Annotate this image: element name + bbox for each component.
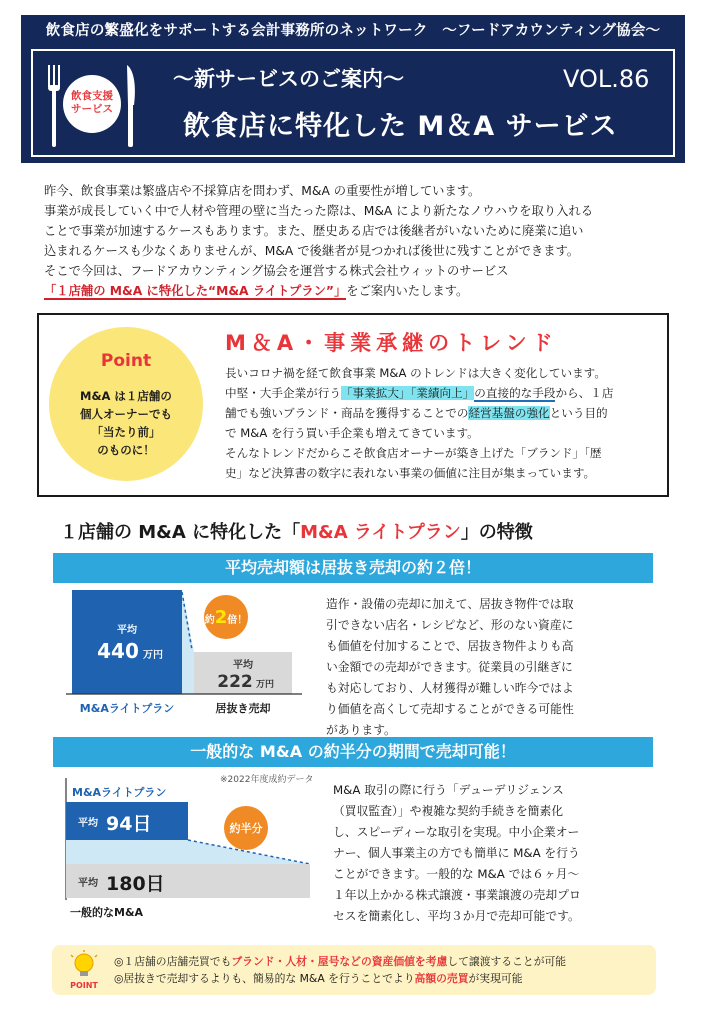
trend-underline: の直接的な手段: [474, 386, 556, 400]
intro-closing: をご案内いたします。: [346, 284, 469, 298]
svg-text:約2倍！: 約2倍！: [204, 607, 248, 628]
fork-icon: [47, 65, 61, 147]
intro-line: そこで今回は、フードアカウンティング協会を運営する株式会社ウィットのサービス: [44, 264, 509, 278]
trend-body: [225, 363, 659, 483]
point-line: M&A は１店舗の: [80, 389, 172, 403]
intro-highlight: 「１店舗の M&A に特化した“M&A ライトプラン”」: [44, 284, 347, 298]
trend-line: 史」など決算書の数字に表れない事業の価値に注目が集まっています。: [225, 466, 596, 480]
point-circle: [49, 327, 203, 481]
features-heading: １店舗の M&A に特化した「M&A ライトプラン」の特徴: [60, 522, 533, 543]
bar2-caption: 居抜き売却: [215, 702, 271, 715]
point-line: のものに！: [97, 443, 155, 457]
header-subtitle: 〜新サービスのご案内〜: [173, 67, 404, 91]
feature2-banner: 一般的な M&A の約半分の期間で売却可能！: [53, 737, 653, 767]
volume-number: VOL.86: [563, 65, 650, 93]
feature1-text: 造作・設備の売却に加えて、居抜き物件では取 引できない店名・レシピなど、形のない資産に も価値を付加することで、居抜き物件よりも高 い金額での売却ができます。従業員の引継ぎに も対応しており、人材獲得が難しい昨今ではよ り価値を高くして売却することができる可能性 があります。: [326, 597, 574, 737]
knife-icon: [125, 65, 137, 147]
bar2-value: 222: [217, 672, 253, 692]
trend-title: M＆A・事業承継のトレンド: [225, 331, 558, 355]
trend-line: 中堅・大手企業が行う「事業拡大」「業績向上」の直接的な手段から、１店: [225, 386, 614, 400]
feature1-banner: 平均売却額は居抜き売却の約２倍！: [53, 553, 653, 583]
intro-line: 昨今、飲食事業は繁盛店や不採算店を問わず、M&A の重要性が増しています。: [44, 184, 481, 198]
bar1-unit: 万円: [143, 650, 163, 661]
lightbulb-icon: [62, 949, 106, 991]
trend-highlight: 「事業拡大」「業績向上」: [340, 386, 475, 400]
chart-connector: [66, 840, 310, 864]
trend-line: で M&A を行う買い手企業も増えてきています。: [225, 426, 479, 440]
bar1-caption: M&Aライトプラン: [79, 702, 175, 715]
intro-line: ことで事業が加速するケースもあります。また、歴史ある店では後継者がいないために廃業に追い: [44, 224, 584, 238]
trend-line: そんなトレンドだからこそ飲食店オーナーが築き上げた「ブランド」「歴: [225, 446, 602, 460]
trend-box: [37, 313, 669, 497]
bubble-text: 約半分: [229, 822, 263, 835]
summary-line: ◎居抜きで売却するよりも、簡易的な M&A を行うことでより高額の売買が実現可能: [114, 972, 523, 985]
bar2-value: 180日: [106, 873, 165, 895]
point-icon-label: POINT: [70, 981, 98, 990]
intro-text: [44, 181, 674, 301]
bar2-unit: 万円: [255, 680, 275, 690]
sale-price-chart: [60, 588, 320, 728]
data-note: ※2022年度成約データ: [220, 775, 314, 785]
header-title: 飲食店に特化した M＆A サービス: [183, 111, 618, 142]
header-panel: [31, 49, 675, 157]
point-line: 「当たり前」: [91, 425, 161, 439]
trend-line: 舗でも強いブランド・商品を獲得することでの経営基盤の強化という目的: [225, 406, 608, 420]
bar1-value: 94日: [106, 813, 152, 835]
bar1-caption: M&Aライトプラン: [72, 786, 167, 799]
point-title: Point: [100, 351, 152, 371]
bar1-value: 440: [97, 639, 139, 663]
sale-period-chart-svg: [62, 770, 322, 930]
bar1-label: 平均: [78, 818, 98, 829]
intro-line: 込まれるケースも少なくありませんが、M&A で後継者が見つかれば後世に残すことができます。: [44, 244, 580, 258]
sale-price-chart-svg: [60, 588, 320, 728]
badge-line1: 飲食支援: [71, 90, 113, 102]
trend-highlight: 経営基盤の強化: [468, 406, 550, 420]
point-line: 個人オーナーでも: [80, 407, 172, 421]
summary-box: [52, 945, 656, 995]
point-body: [49, 387, 203, 459]
intro-line: 事業が成長していく中で人材や管理の壁に当たった際は、M&A により新たなノウハウを取り入れる: [44, 204, 593, 218]
bar2-label: 平均: [233, 660, 253, 671]
sale-period-chart: [62, 770, 322, 930]
bar1-label: 平均: [117, 625, 137, 636]
feature2-text: M&A 取引の際に行う「デューデリジェンス （買収監査）」や複雑な契約手続きを簡素化 し、スピーディーな取引を実現。中小企業オー ナー、個人事業主の方でも簡単に M&A を行う ことができます。一般的な M&A では６ヶ月〜 １年以上かかる株式譲渡・事業譲渡の売却プロ セスを簡素化し、平均３か月で売却可能です。: [333, 783, 581, 923]
bar2-label: 平均: [78, 878, 98, 889]
trend-line: 長いコロナ禍を経て飲食事業 M&A のトレンドは大きく変化しています。: [225, 366, 606, 380]
bar-general-ma: [66, 864, 310, 898]
header: [21, 15, 685, 163]
summary-line: ◎１店舗の店舗売買でもブランド・人材・屋号などの資産価値を考慮して譲渡することが可能: [114, 955, 567, 968]
header-tagline: 飲食店の繁盛化をサポートする会計事務所のネットワーク 〜フードアカウンティング協会〜: [45, 23, 661, 39]
bar2-caption: 一般的なM&A: [70, 906, 144, 919]
service-badge: [63, 75, 121, 133]
summary-text: [114, 953, 566, 987]
badge-line2: サービス: [71, 103, 113, 115]
